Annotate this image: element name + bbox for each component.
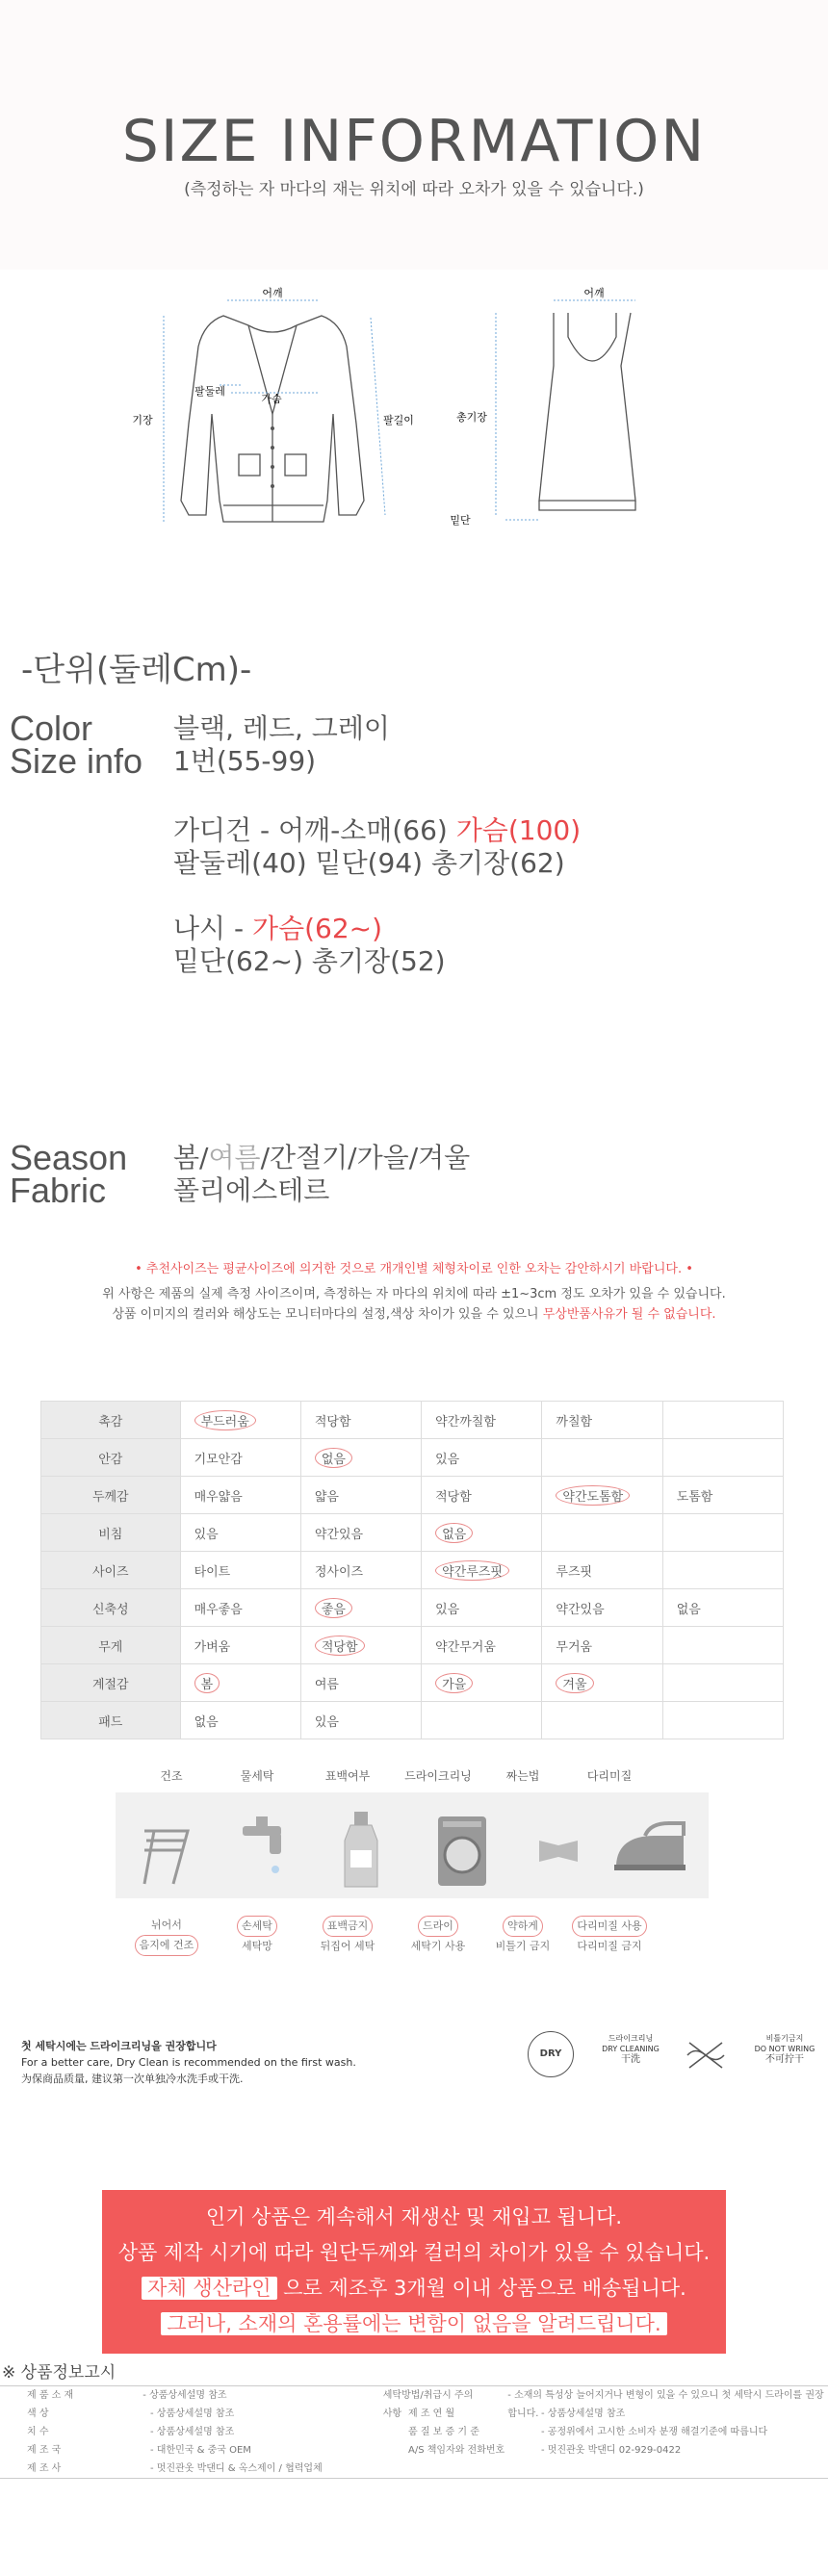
property-option — [422, 1589, 542, 1627]
care-header: 건조 — [160, 1769, 183, 1783]
property-option-label: 가을 — [435, 1673, 473, 1693]
product-info-cell: 치 수 — [27, 2427, 49, 2437]
property-option — [662, 1664, 783, 1702]
label-tank-shoulder: 어깨 — [583, 287, 605, 299]
property-option — [542, 1627, 662, 1664]
property-option-label: 있음 — [314, 1714, 339, 1730]
product-info-cell: 색 상 — [27, 2409, 49, 2419]
product-info-row — [0, 2460, 828, 2478]
property-option — [180, 1664, 300, 1702]
property-option — [180, 1702, 300, 1739]
property-option — [662, 1552, 783, 1589]
water-tap-icon — [243, 1816, 281, 1873]
product-info-cell: 제 품 소 재 — [27, 2390, 74, 2401]
care-header: 물세탁 — [240, 1769, 274, 1783]
season-value — [173, 1142, 470, 1174]
property-name: 패드 — [41, 1702, 181, 1739]
cardigan-line-1 — [173, 814, 581, 847]
label-sleeve-length: 팔길이 — [383, 414, 414, 426]
product-info-cell: - 상품상세설명 참조 — [150, 2409, 235, 2419]
notice-recommend: • 추천사이즈는 평균사이즈에 의거한 것으로 개개인별 체형차이로 인한 오차는 감안하시기 바랍니다. • — [135, 1262, 693, 1276]
fabric-notice: 그러나, 소재의 혼용률에는 변함이 없음을 알려드립니다. — [161, 2312, 666, 2335]
dry-clean-cn: 干洗 — [621, 2054, 640, 2065]
care-header: 표백여부 — [324, 1769, 371, 1783]
product-info-cell — [381, 2460, 514, 2478]
property-option — [300, 1664, 421, 1702]
care-caption-line: 손세탁 — [237, 1916, 277, 1937]
property-name: 안감 — [41, 1439, 181, 1477]
product-info-cell: 제 조 국 — [27, 2445, 62, 2456]
label-chest: 가슴 — [261, 393, 282, 405]
property-name: 계절감 — [41, 1664, 181, 1702]
tank-chest: 가슴(62~) — [252, 913, 383, 944]
property-name: 촉감 — [41, 1402, 181, 1439]
product-info-row — [0, 2405, 828, 2423]
cardigan-measure: 가디건 - 어깨-소매(66) — [173, 814, 456, 846]
care-caption-line: 뉘어서 — [151, 1919, 182, 1931]
property-option — [542, 1589, 662, 1627]
cardigan-illustration — [181, 316, 364, 522]
wash-notice-kr: 첫 세탁시에는 드라이크리닝을 권장합니다 — [21, 2040, 217, 2052]
property-name: 두께감 — [41, 1477, 181, 1514]
property-option-label: 타이트 — [194, 1564, 231, 1580]
property-option-label: 기모안감 — [194, 1452, 243, 1467]
property-option — [662, 1514, 783, 1552]
care-caption-line: 음지에 건조 — [135, 1935, 199, 1956]
care-caption — [566, 1916, 653, 1956]
wash-notice-en: For a better care, Dry Clean is recommended on the first wash. — [21, 2056, 356, 2069]
property-option-label: 약간있음 — [314, 1527, 364, 1542]
care-icons-panel — [116, 1792, 709, 1898]
notice-color — [0, 1303, 828, 1322]
care-caption — [214, 1916, 300, 1956]
size-diagram — [0, 270, 828, 558]
property-row — [41, 1477, 784, 1514]
product-info-cell: - 상품상세설명 참조 — [150, 2427, 235, 2437]
care-caption — [304, 1916, 391, 1956]
restock-line-3-text: 으로 제조후 3개월 이내 상품으로 배송됩니다. — [276, 2277, 686, 2300]
property-option-label: 적당함 — [314, 1414, 351, 1430]
property-name: 신축성 — [41, 1589, 181, 1627]
property-option-label: 얇음 — [314, 1489, 339, 1505]
property-option — [422, 1402, 542, 1439]
restock-notice-box — [102, 2190, 726, 2354]
wash-notice-cn: 为保商品质量, 建议第一次单独冷水洗手或干洗. — [21, 2073, 244, 2085]
property-option — [300, 1514, 421, 1552]
label-tank-length: 총기장 — [456, 411, 487, 424]
product-info-cell: - 공정위에서 고시한 소비자 분쟁 해결기준에 따릅니다 — [541, 2427, 768, 2437]
restock-line-4 — [102, 2306, 726, 2342]
property-option — [422, 1439, 542, 1477]
property-name: 비침 — [41, 1514, 181, 1552]
tank-line-2: 밑단(62~) 총기장(52) — [173, 945, 446, 977]
property-option — [300, 1477, 421, 1514]
washing-machine-icon — [438, 1816, 486, 1886]
property-row — [41, 1664, 784, 1702]
color-label: Color — [10, 708, 93, 748]
notice-measure: 위 사항은 제품의 실제 측정 사이즈이며, 측정하는 자 마다의 위치에 따라 ±1~3cm 정도 오차가 있을 수 있습니다. — [102, 1287, 726, 1301]
care-caption-line: 비틀기 금지 — [495, 1940, 551, 1952]
property-option-label: 없음 — [315, 1448, 352, 1468]
property-row — [41, 1627, 784, 1664]
dry-clean-kr: 드라이크리닝 — [608, 2034, 654, 2043]
product-info-row — [0, 2423, 828, 2441]
care-caption-line: 세탁망 — [242, 1940, 272, 1952]
property-option — [180, 1552, 300, 1589]
care-caption — [123, 1916, 210, 1956]
tank-line-1 — [173, 913, 382, 945]
label-shoulder: 어깨 — [262, 287, 283, 299]
product-info-cell: - 상품상세설명 참조 — [142, 2390, 227, 2401]
no-wring-label — [746, 2033, 823, 2065]
property-option — [300, 1702, 421, 1739]
property-option — [422, 1477, 542, 1514]
property-option — [662, 1627, 783, 1664]
property-option-label: 없음 — [435, 1523, 473, 1543]
care-caption-line: 표백금지 — [323, 1916, 374, 1937]
product-info-cell: 제 조 사 — [27, 2463, 62, 2474]
property-option-label: 약간루즈핏 — [435, 1560, 509, 1581]
unit-label: -단위(둘레Cm)- — [21, 651, 252, 689]
no-wring-icon — [684, 2039, 728, 2072]
property-option — [662, 1477, 783, 1514]
property-option-label: 매우얇음 — [194, 1489, 243, 1505]
label-length: 기장 — [132, 414, 153, 426]
property-option — [300, 1402, 421, 1439]
property-option-label: 약간무거움 — [435, 1639, 496, 1655]
property-option — [422, 1702, 542, 1739]
property-option-label: 가벼움 — [194, 1639, 231, 1655]
property-option-label: 부드러움 — [194, 1410, 256, 1430]
care-caption-line: 약하게 — [503, 1916, 543, 1937]
product-info-title: ※ 상품정보고시 — [2, 2363, 116, 2383]
season-label: Season — [10, 1138, 128, 1177]
property-option-label: 있음 — [194, 1527, 219, 1542]
product-info-cell: 세탁방법/취급시 주의사항 — [382, 2390, 474, 2419]
property-row — [41, 1439, 784, 1477]
bleach-bottle-icon — [345, 1812, 377, 1887]
property-option — [542, 1514, 662, 1552]
product-info-cell: - 멋진관옷 박댄디 02-929-0422 — [541, 2445, 682, 2456]
label-tank-hem: 밑단 — [450, 514, 471, 527]
tank-measure: 나시 - — [173, 913, 253, 944]
property-option-label: 있음 — [435, 1452, 460, 1467]
color-value: 블랙, 레드, 그레이 — [173, 712, 390, 744]
property-option — [422, 1514, 542, 1552]
season-spring: 봄/ — [173, 1142, 209, 1173]
drying-rack-icon — [144, 1831, 188, 1884]
restock-line-3 — [102, 2271, 726, 2306]
property-option-label: 적당함 — [315, 1636, 365, 1656]
wring-icon — [539, 1841, 578, 1862]
page-subtitle: (측정하는 자 마다의 재는 위치에 따라 오차가 있을 수 있습니다.) — [184, 180, 644, 199]
property-row — [41, 1514, 784, 1552]
property-option-label: 있음 — [435, 1602, 460, 1617]
care-caption-line: 다리미질 금지 — [577, 1940, 642, 1952]
iron-icon — [614, 1823, 686, 1870]
property-option-label: 좋음 — [315, 1598, 352, 1618]
property-option — [300, 1627, 421, 1664]
property-row — [41, 1402, 784, 1439]
property-option-label: 여름 — [314, 1677, 339, 1692]
property-option-label: 약간까칠함 — [435, 1414, 496, 1430]
care-header: 다리미질 — [586, 1769, 633, 1783]
property-option — [422, 1552, 542, 1589]
property-option-label: 도톰함 — [676, 1489, 713, 1505]
product-info-cell: - 소재의 특성상 늘어지거나 변형이 있을 수 있으니 첫 세탁시 드라이를 권장합니다. — [507, 2390, 824, 2419]
dry-clean-icon: DRY — [528, 2031, 574, 2077]
dry-clean-en: DRY CLEANING — [602, 2045, 660, 2053]
season-summer: 여름 — [208, 1142, 261, 1173]
product-info-cell: - 대한민국 & 중국 OEM — [150, 2445, 251, 2456]
label-sleeve: 팔둘레 — [194, 385, 225, 398]
notice-return: 무상반품사유가 될 수 없습니다. — [542, 1307, 716, 1322]
property-option-label: 정사이즈 — [314, 1564, 364, 1580]
care-caption-line: 뒤집어 세탁 — [320, 1940, 375, 1952]
property-option — [180, 1627, 300, 1664]
restock-line-2: 상품 제작 시기에 따라 원단두께와 컬러의 차이가 있을 수 있습니다. — [117, 2241, 711, 2264]
product-info-cell: 품 질 보 증 기 준 — [408, 2427, 479, 2437]
property-option-label: 까칠함 — [556, 1414, 593, 1430]
product-info-cell: - 상품상세설명 참조 — [541, 2409, 626, 2419]
property-option — [300, 1439, 421, 1477]
tank-illustration — [539, 313, 635, 510]
dry-clean-label — [592, 2033, 669, 2065]
property-option-label: 약간도톰함 — [556, 1485, 630, 1506]
property-option — [180, 1439, 300, 1477]
fabric-value: 폴리에스테르 — [173, 1174, 330, 1206]
product-info-cell: A/S 책임자와 전화번호 — [408, 2445, 505, 2456]
care-caption — [395, 1916, 481, 1956]
property-option — [542, 1439, 662, 1477]
property-name: 사이즈 — [41, 1552, 181, 1589]
product-info-table — [0, 2385, 828, 2479]
care-caption-line: 다리미질 사용 — [572, 1916, 646, 1937]
care-caption-line: 세탁기 사용 — [410, 1940, 466, 1952]
notice-color-text: 상품 이미지의 컬러와 해상도는 모니터마다의 설정,색상 차이가 있을 수 있으니 — [112, 1307, 543, 1322]
property-option-label: 없음 — [194, 1714, 219, 1730]
property-option — [542, 1664, 662, 1702]
no-wring-cn: 不可拧干 — [765, 2054, 804, 2065]
care-caption — [479, 1916, 566, 1956]
property-option-label: 없음 — [676, 1602, 701, 1617]
product-info-cell: - 멋진관옷 박댄디 & 옥스제이 / 협력업체 — [150, 2463, 323, 2474]
care-icons — [116, 1792, 709, 1898]
fabric-label: Fabric — [10, 1171, 107, 1210]
property-option — [180, 1477, 300, 1514]
no-wring-kr: 비틀기금지 — [765, 2034, 804, 2043]
size-value: 1번(55-99) — [173, 745, 317, 777]
property-option — [662, 1402, 783, 1439]
property-option — [422, 1627, 542, 1664]
cardigan-line-2: 팔둘레(40) 밑단(94) 총기장(62) — [173, 847, 565, 879]
property-option-label: 봄 — [194, 1673, 220, 1693]
property-option-label: 무거움 — [556, 1639, 593, 1655]
property-option-label: 적당함 — [435, 1489, 472, 1505]
property-option — [662, 1702, 783, 1739]
size-label: Size info — [10, 741, 143, 781]
property-option — [300, 1589, 421, 1627]
property-table — [40, 1401, 784, 1739]
care-header: 드라이크리닝 — [404, 1769, 472, 1783]
property-option — [542, 1702, 662, 1739]
property-option — [542, 1402, 662, 1439]
no-wring-en: DO NOT WRING — [754, 2045, 815, 2053]
property-option — [180, 1402, 300, 1439]
care-caption-line: 드라이 — [418, 1916, 458, 1937]
property-option — [662, 1439, 783, 1477]
care-header: 짜는법 — [505, 1769, 540, 1783]
property-name: 무게 — [41, 1627, 181, 1664]
property-option — [662, 1589, 783, 1627]
product-info-cell: 제 조 연 월 — [408, 2409, 455, 2419]
property-row — [41, 1552, 784, 1589]
property-option — [422, 1664, 542, 1702]
property-option-label: 약간있음 — [556, 1602, 605, 1617]
property-option-label: 매우좋음 — [194, 1602, 243, 1617]
property-option — [180, 1589, 300, 1627]
product-info-row — [0, 2441, 828, 2460]
property-option-label: 겨울 — [556, 1673, 593, 1693]
property-row — [41, 1702, 784, 1739]
season-rest: /간절기/가을/겨울 — [260, 1142, 471, 1173]
cardigan-chest: 가슴(100) — [455, 814, 582, 846]
own-production-line: 자체 생산라인 — [142, 2277, 276, 2300]
wash-notice — [21, 2038, 356, 2087]
restock-line-1: 인기 상품은 계속해서 재생산 및 재입고 됩니다. — [205, 2205, 623, 2228]
property-option — [180, 1514, 300, 1552]
page-title: SIZE INFORMATION — [121, 108, 707, 175]
property-option — [300, 1552, 421, 1589]
property-option — [542, 1552, 662, 1589]
product-info-cell — [514, 2460, 541, 2478]
property-row — [41, 1589, 784, 1627]
property-option — [542, 1477, 662, 1514]
property-option-label: 루즈핏 — [556, 1564, 593, 1580]
